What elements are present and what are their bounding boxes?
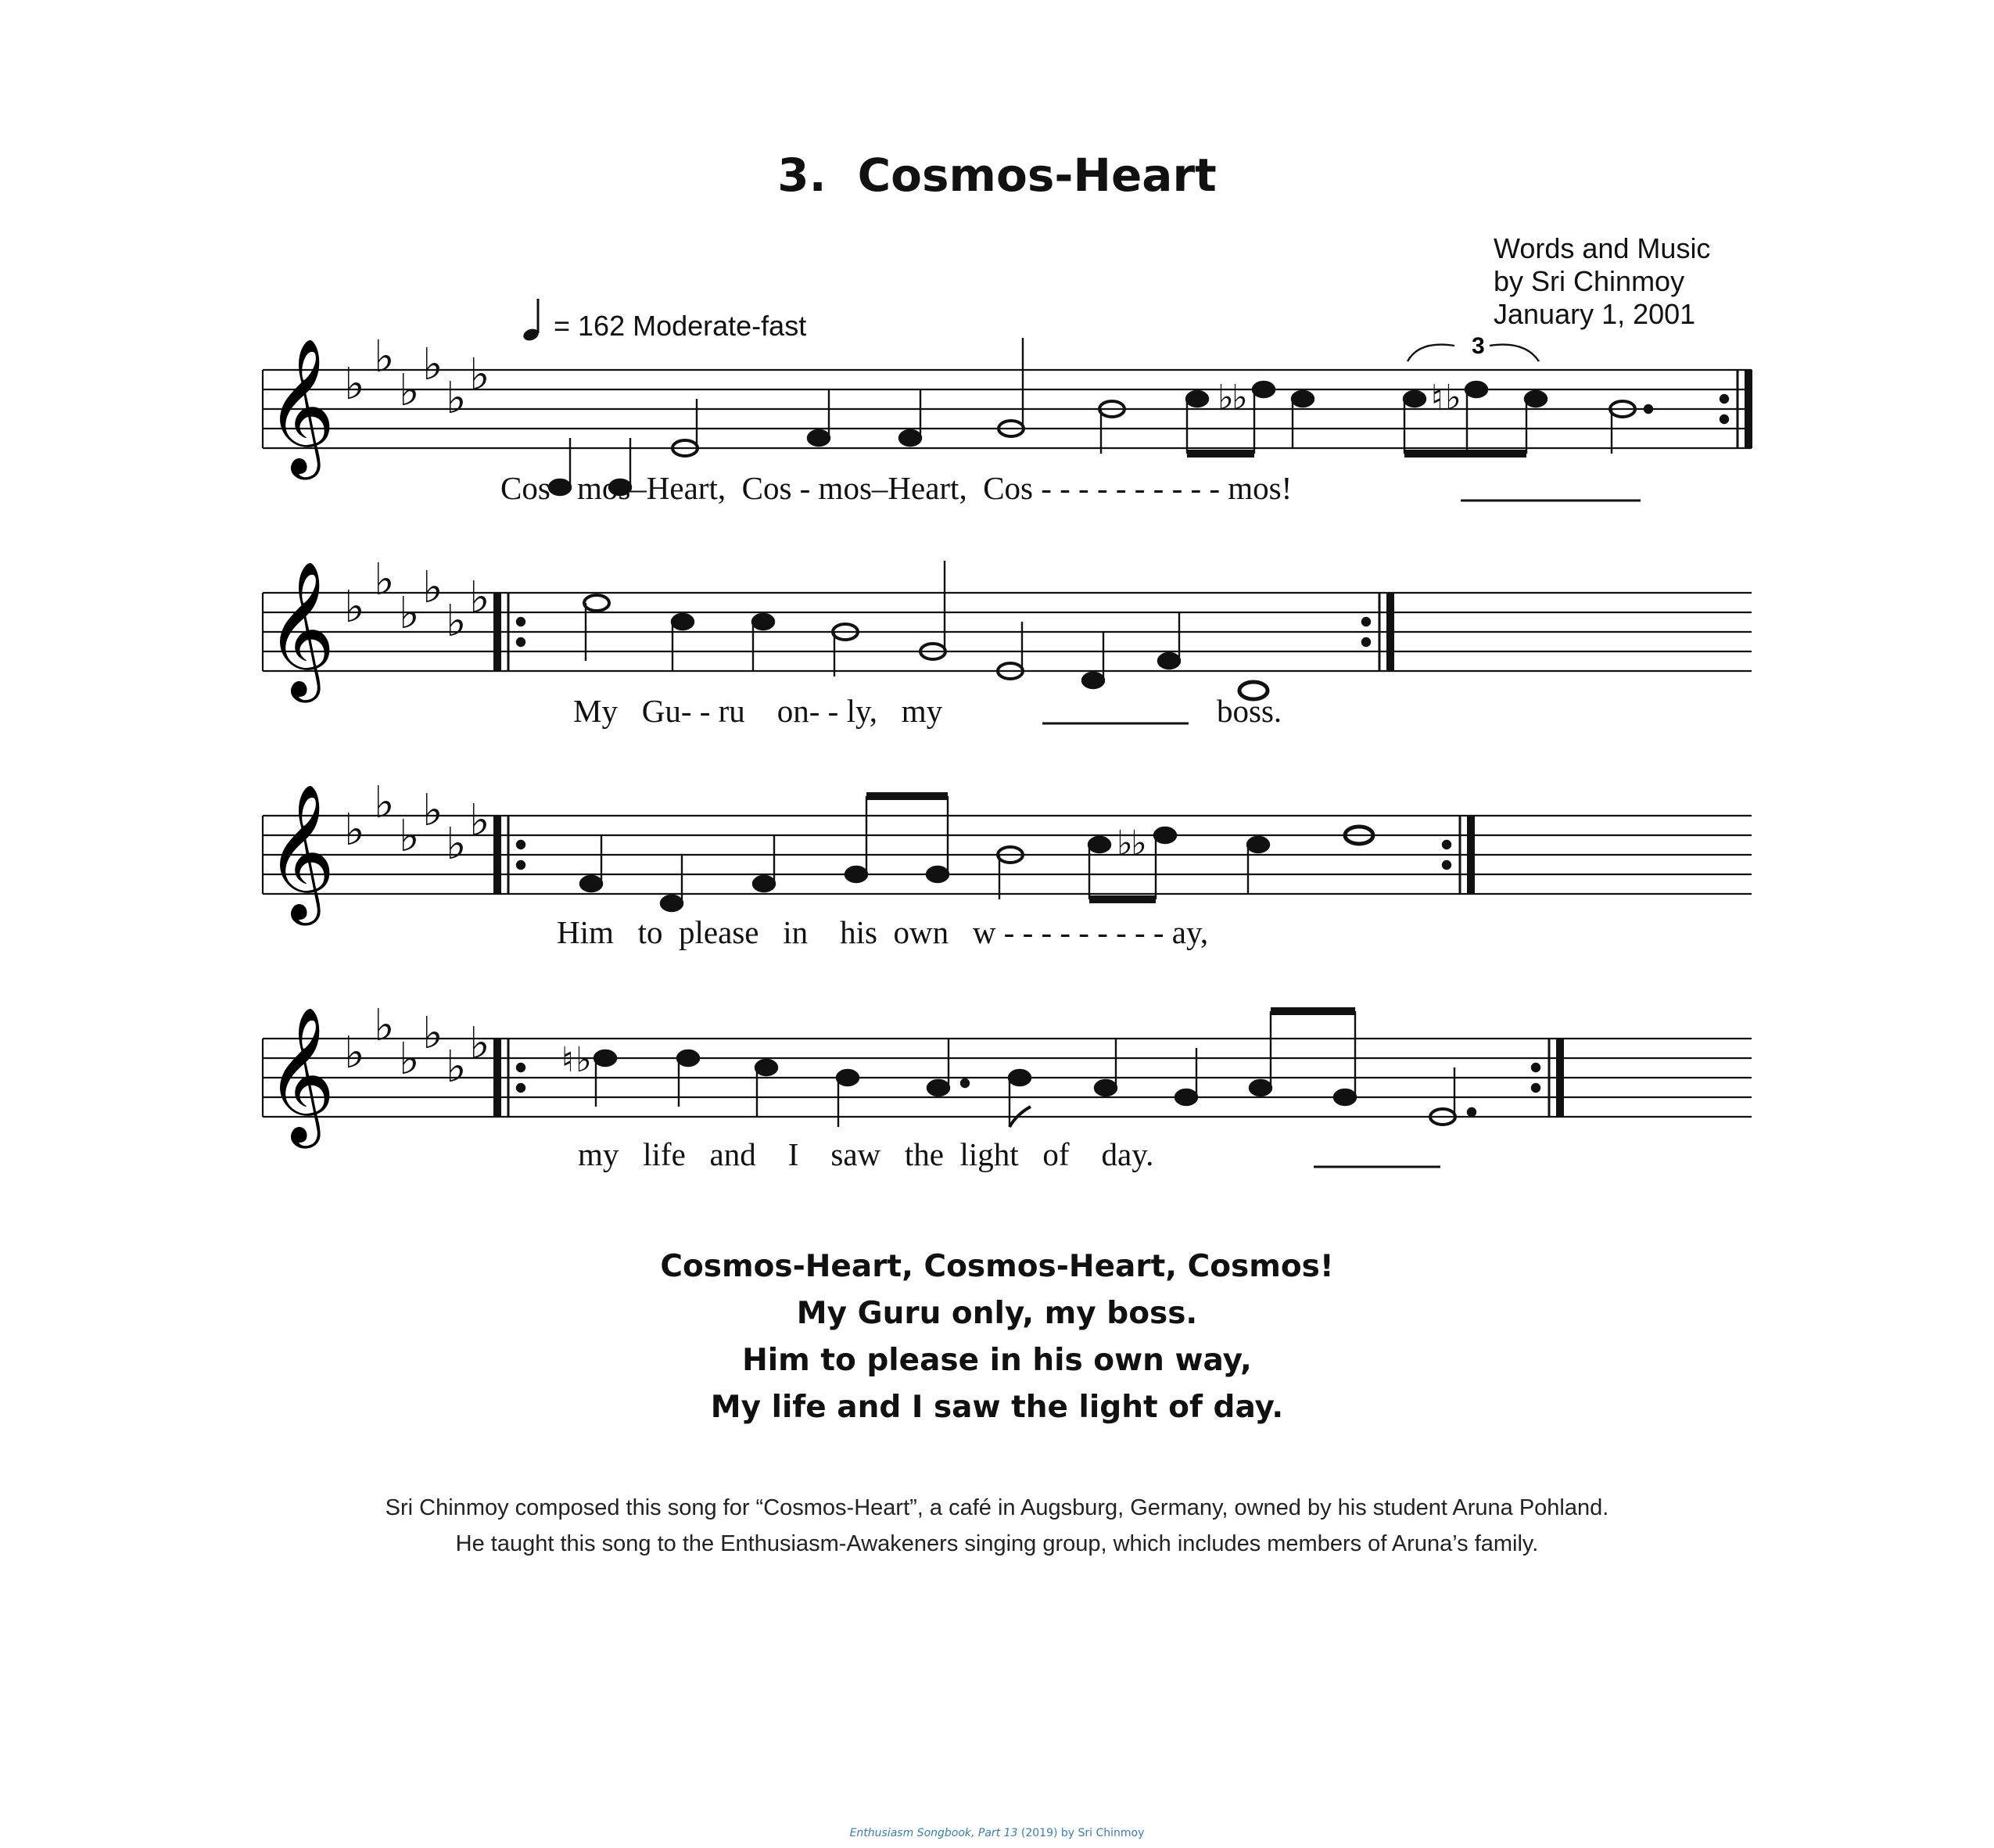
treble-clef-icon: 𝄞: [266, 784, 335, 920]
svg-text:♭: ♭: [469, 795, 490, 846]
page-footer: [0, 1827, 1994, 1839]
svg-text:♮: ♮: [1431, 378, 1443, 418]
svg-text:♭: ♭: [399, 588, 420, 639]
svg-text:♭: ♭: [1445, 378, 1461, 418]
lyrics-line-4: my life and I saw the light of day.: [578, 1136, 1154, 1172]
page-title: [0, 149, 1994, 202]
credits-line-1: Words and Music: [1494, 232, 1711, 264]
footer-rest: (2019) by Sri Chinmoy: [1017, 1827, 1145, 1839]
svg-text:♭: ♭: [469, 350, 490, 400]
tempo-marking: [522, 296, 806, 343]
credits: [1494, 232, 1710, 331]
lyric-extender-4: [0, 1159, 1994, 1175]
lyrics-line-3: Him to please in his own w - - - - - - - - - ay,: [557, 914, 1209, 950]
tuplet-label: 3: [1472, 333, 1485, 359]
verse-line-3: Him to please in his own way,: [742, 1343, 1252, 1378]
svg-text:♭: ♭: [1117, 824, 1133, 863]
credits-line-3: January 1, 2001: [1494, 298, 1696, 330]
quarter-note-icon: [522, 296, 546, 343]
staff-line-2: [0, 554, 1994, 716]
svg-text:♭: ♭: [469, 1018, 490, 1069]
note-line-1: Sri Chinmoy composed this song for “Cosmos-Heart”, a café in Augsburg, Germany, owned by his student Aruna Pohland.: [385, 1495, 1609, 1520]
verse-line-1: Cosmos-Heart, Cosmos-Heart, Cosmos!: [660, 1249, 1334, 1284]
verse-line-2: My Guru only, my boss.: [796, 1296, 1198, 1331]
song-note: [0, 1490, 1994, 1562]
key-signature: [344, 332, 490, 424]
song-title: Cosmos-Heart: [857, 149, 1217, 202]
svg-text:♮: ♮: [561, 1040, 574, 1080]
lyric-extender-2: [0, 716, 1994, 731]
svg-text:♭: ♭: [422, 339, 443, 390]
svg-text:♭: ♭: [374, 332, 395, 382]
svg-text:♭: ♭: [446, 373, 467, 424]
svg-text:♭: ♭: [446, 819, 467, 870]
svg-text:♭: ♭: [374, 1000, 395, 1051]
svg-text:♭: ♭: [399, 365, 420, 416]
svg-text:♭: ♭: [576, 1040, 592, 1080]
svg-text:♭: ♭: [1218, 378, 1234, 418]
verse-text: [0, 1243, 1994, 1431]
tempo-text: = 162 Moderate-fast: [554, 310, 807, 342]
treble-clef-icon: 𝄞: [266, 561, 335, 697]
svg-text:♭: ♭: [344, 805, 365, 856]
svg-text:♭: ♭: [1232, 378, 1248, 418]
treble-clef-icon: 𝄞: [266, 1007, 335, 1143]
svg-text:♭: ♭: [1131, 824, 1147, 863]
svg-text:♭: ♭: [446, 596, 467, 647]
lyrics-line-2-end: boss.: [1217, 693, 1282, 729]
svg-text:♭: ♭: [374, 554, 395, 605]
svg-text:♭: ♭: [446, 1042, 467, 1093]
treble-clef-icon: 𝄞: [266, 338, 335, 474]
lyric-extender-1: [0, 493, 1994, 508]
footer-book-title: Enthusiasm Songbook, Part 13: [849, 1827, 1018, 1839]
credits-line-2: by Sri Chinmoy: [1494, 265, 1685, 297]
svg-text:♭: ♭: [399, 811, 420, 862]
svg-text:♭: ♭: [399, 1034, 420, 1085]
svg-text:♭: ♭: [469, 572, 490, 623]
svg-text:♭: ♭: [374, 777, 395, 828]
lyrics-line-2: My Gu- - ru on- - ly, my: [573, 693, 943, 729]
svg-text:♭: ♭: [422, 562, 443, 613]
svg-text:♭: ♭: [344, 359, 365, 410]
song-number: 3.: [777, 149, 827, 202]
note-line-2: He taught this song to the Enthusiasm-Awakeners singing group, which includes members of Aruna’s family.: [455, 1531, 1539, 1556]
svg-text:♭: ♭: [344, 1028, 365, 1078]
svg-text:♭: ♭: [344, 582, 365, 633]
svg-text:♭: ♭: [422, 1008, 443, 1059]
verse-line-4: My life and I saw the light of day.: [710, 1390, 1284, 1425]
svg-text:♭: ♭: [422, 785, 443, 836]
lyrics-line-1: Cos - mos–Heart, Cos - mos–Heart, Cos - - - - - - - - - - mos!: [500, 470, 1293, 506]
